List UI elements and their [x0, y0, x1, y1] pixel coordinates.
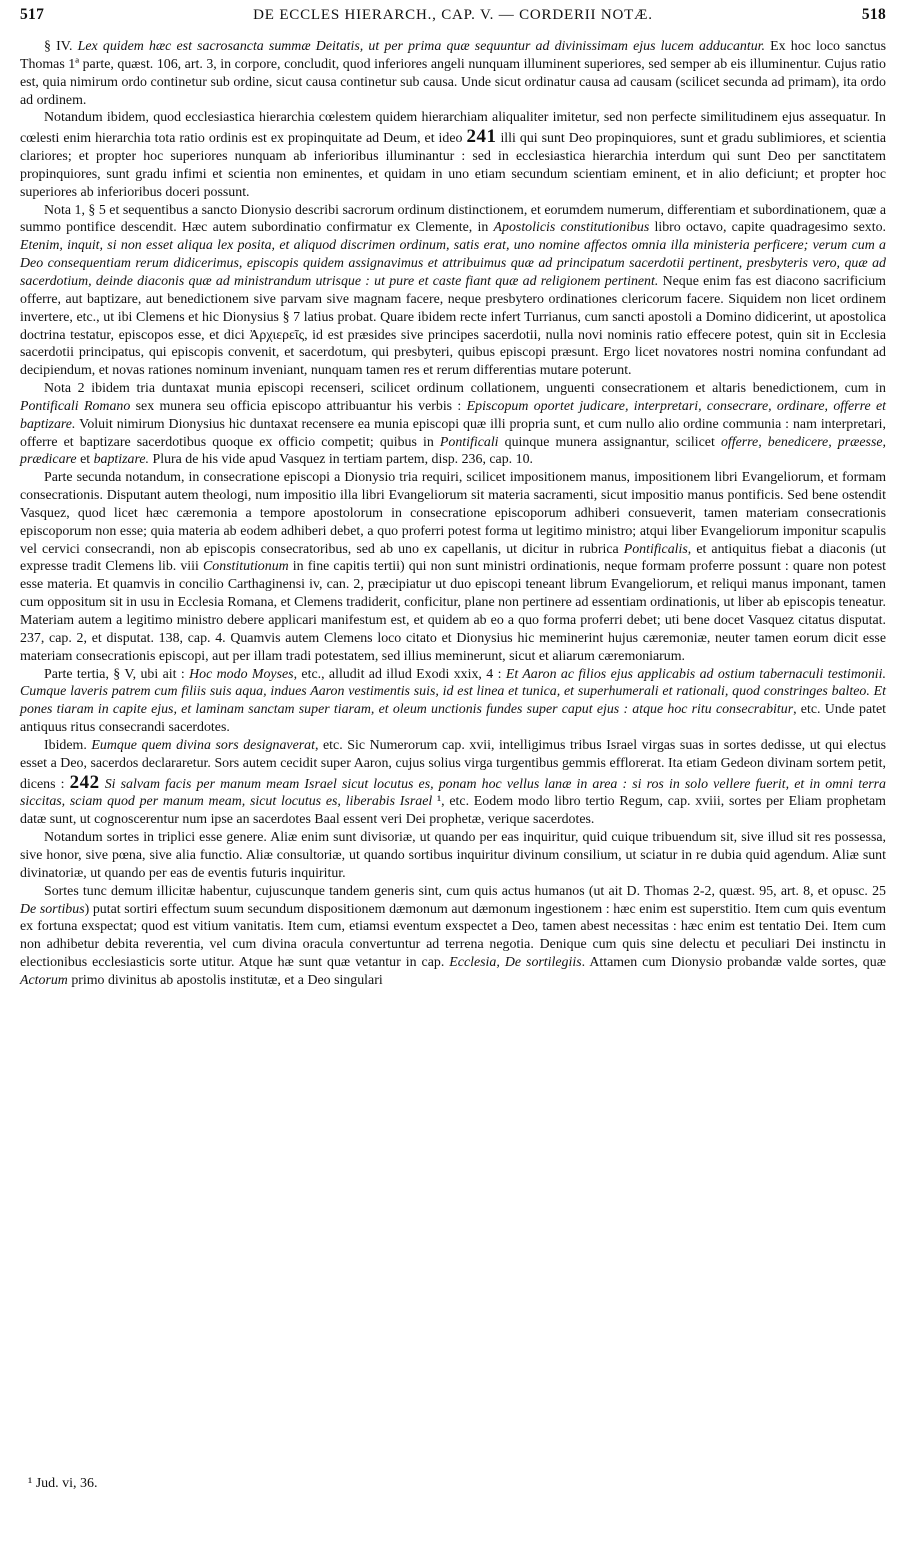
italic-quotation: Et Aaron ac filios ejus applicabis ad ostium tabernaculi testimonii. Cumque laveris patrem cum filiis suis aqua, indues Aaron vestimentis suis, id est linea et tunica, et superhumerali et rationali, quod constringes balteo. Et pones tiaram in capite ejus, et laminam sanctam super tiaram, et oleum unctionis fundes super caput ejus : atque hoc ritu consecrabitur — [20, 666, 886, 718]
running-title: DE ECCLES HIERARCH., CAP. V. — CORDERII NOTÆ. — [253, 7, 653, 23]
italic-quotation: Lex quidem hæc est sacrosancta summæ Deitatis, ut per prima quæ sequuntur ad divinissimam ejus lucem adducantur. — [77, 39, 765, 54]
paragraph: Nota 1, § 5 et sequentibus a sancto Dionysio describi sacrorum ordinum distinctionem, et eorumdem numerum, differentiam et subordinationem, quæ a summo pontifice descendit. Hæc autem subordinatio confirmatur ex Clemente, in Apostolicis constitutionibus libro octavo, capite quadragesimo sexto. Etenim, inquit, si non esset aliqua lex posita, et aliquod discrimen ordinum, satis erat, uno nomine affectos omnia illa ministeria perficere; verum cum a Deo consequentiam rerum didicerimus, episcopis quidem assignavimus et attribuimus quæ ad principatum sacerdotii pertinent, presbyteris vero, quæ ad sacerdotium, deinde diaconis quæ ad ministrandum utrisque : ut pure et caste fiant quæ ad religionem pertinent. Neque enim fas est diacono sacrificium offerre, aut baptizare, aut benedictionem sive parvam sive magnam facere, neque presbytero ordinationes clericorum facere. Siquidem non licet ordinem invertere, etc., ut ibi Clemens et hic Dionysius § 7 latius probat. Quare ibidem recte infert Turrianus, cum sancti apostoli a Domino didicerint, ut apostolica doctrina testatur, episcopos esse, et dici Ἀρχιερεῖς, id est præsides sive principes sacerdotii, nulla novi nominis ratio effecere potest, quin sit in Ecclesia sacerdotii principatus, qui episcopis convenit, et sacerdotum, qui presbyteri, quibus episcopi præsunt. Ergo licet novatores nostri nomina confundant ad decipiendum, et novas rationes nominum inveniant, nunquam tamen res et rerum differentias mutare poterunt. — [20, 202, 886, 379]
italic-quotation: Etenim, inquit, si non esset aliqua lex posita, et aliquod discrimen ordinum, satis erat, uno nomine affectos omnia illa ministeria perficere; verum cum a Deo consequentiam rerum didicerimus, episcopis quidem assignavimus et attribuimus quæ ad principatum sacerdotii pertinent, presbyteris vero, quæ ad sacerdotium, deinde diaconis quæ ad ministrandum utrisque : ut pure et caste fiant quæ ad religionem pertinent. — [20, 238, 886, 289]
paragraph: § IV. Lex quidem hæc est sacrosancta summæ Deitatis, ut per prima quæ sequuntur ad divinissimam ejus lucem adducantur. Ex hoc loco sanctus Thomas 1ª parte, quæst. 106, art. 3, in corpore, concludit, quod inferiores angeli nunquam illuminent superiores, sed semper ab eis illuminentur. Cujus ratio est, quia nimirum ordo continetur sub ordine, sicut causa continetur sub causa. Unde sicut ordinatur causa ad causam (scilicet secunda ad primam), ita ordo ad ordinem. — [20, 39, 886, 108]
italic-quotation: Pontificalis — [623, 541, 688, 557]
paragraph: Sortes tunc demum illicitæ habentur, cujuscunque tandem generis sint, cum quis actus humanos (ut ait D. Thomas 2-2, quæst. 95, art. 8, et opusc. 25 De sortibus) putat sortiri effectum suum secundum dispositionem dæmonum aut dæmonum ingestionem : hæc enim est superstitio. Item cum quis eventum ex fortuna exspectat; quod est vitium vanitatis. Item cum, etiamsi eventum exspectet a Deo, tamen abest necessitas : hæc enim est tentatio Dei. Item cum non adhibetur debita reverentia, vel cum divina oracula convertuntur ad terrena negotia. Denique cum quis sine delectu et peculiari Dei instinctu in electionibus ecclesiasticis sorte utitur. Atque hæ sunt quæ vetantur in cap. Ecclesia, De sortilegiis. Attamen cum Dionysio probandæ valde sortes, quæ Actorum primo divinitus ab apostolis institutæ, et a Deo singulari — [20, 883, 886, 988]
italic-quotation: Ecclesia, De sortilegiis — [449, 955, 582, 971]
italic-quotation: Pontificali — [439, 434, 499, 450]
right-page-number: 518 — [861, 6, 886, 23]
italic-quotation: De sortibus — [20, 901, 85, 917]
margin-reference-number: 241 — [466, 126, 497, 148]
italic-quotation: Hoc modo Moyses — [189, 666, 294, 682]
italic-quotation: Episcopum oportet judicare, interpretari, consecrare, ordinare, offerre et baptizare. — [20, 398, 886, 432]
page — [20, 6, 886, 990]
paragraph: Nota 2 ibidem tria duntaxat munia episcopi recenseri, scilicet ordinum collationem, unguenti consecrationem et altaris benedictionem, cum in Pontificali Romano sex munera seu officia episcopo attribuantur his verbis : Episcopum oportet judicare, interpretari, consecrare, ordinare, offerre et baptizare. Voluit nimirum Dionysius hic duntaxat recensere ea munia episcopi quæ illi propria sunt, et cum nullo alio ordine communia : nam interpretari, offerre et baptizare sacerdotibus quoque ex officio competit; quibus in Pontificali quinque munera assignantur, scilicet offerre, benedicere, præesse, prædicare et baptizare. Plura de his vide apud Vasquez in tertiam partem, disp. 236, cap. 10. — [20, 381, 886, 468]
footnote: ¹ Jud. vi, 36. — [28, 1476, 98, 1491]
italic-quotation: Constitutionum — [203, 559, 289, 575]
margin-reference-number: 242 — [69, 771, 100, 793]
paragraph: Notandum ibidem, quod ecclesiastica hierarchia cœlestem quidem hierarchiam aliqualiter imitetur, sed non perfecte similitudinem ejus assequatur. In cœlesti enim hierarchia tota ratio ordinis est ex propinquitate ad Deum, et ideo 241 illi qui sunt Deo propinquiores, sunt et gradu sublimiores, et scientia clariores; et propter hoc superiores nunquam ab inferioribus illuminantur : sed in ecclesiastica hierarchia interdum qui sunt Deo per sanctitatem propinquiores, sunt gradu infimi et scientia non eminentes, et quidam in uno etiam secundum scientiam eminent, et in alio deficiunt; et propter hoc superiores ab inferioribus doceri possunt. — [20, 110, 886, 200]
italic-quotation: Actorum — [20, 972, 68, 988]
running-header — [20, 6, 886, 30]
italic-quotation: offerre, benedicere, præesse, prædicare — [20, 434, 886, 468]
italic-quotation: Si salvam facis per manum meam Israel sicut locutus es, ponam hoc vellus lanæ in area : si ros in solo vellere fuerit, et in omni terra siccitas, sciam quod per manum meam, sicut locutus es, liberabis Israel — [20, 776, 886, 810]
italic-quotation: Pontificali Romano — [20, 398, 131, 414]
paragraph: Notandum sortes in triplici esse genere. Aliæ enim sunt divisoriæ, ut quando per eas inquiritur, quid cuique tribuendum sit, sive illud sit res possessa, sive honor, sive pœna, sive alia functio. Aliæ consultoriæ, ut quando sortibus inquiritur divinum consilium, ut sciatur in re dubia quid agendum. Aliæ sunt divinatoriæ, ut quando per eas de eventis futuris inquiritur. — [20, 830, 886, 881]
paragraph: Ibidem. Eumque quem divina sors designaverat, etc. Sic Numerorum cap. xvii, intelligimus tribus Israel virgas suas in sortes dedisse, ut qui electus esset a Deo, sacerdos declararetur. Sors autem cecidit super Aaron, cujus solius virga turgentibus gemmis efflorerat. Ita etiam Gedeon divinam sortem petit, dicens : 242 Si salvam facis per manum meam Israel sicut locutus es, ponam hoc vellus lanæ in area : si ros in solo vellere fuerit, et in omni terra siccitas, sciam quod per manum meam, sicut locutus es, liberabis Israel ¹, etc. Eodem modo libro tertio Regum, cap. xviii, sortes per Eliam prophetam datæ sunt, ut cognoscerentur num ipse an sacerdotes Baal essent veri Dei prophetæ, verique sacerdotes. — [20, 737, 886, 828]
paragraph: Parte secunda notandum, in consecratione episcopi a Dionysio tria requiri, scilicet impositionem manus, impositionem libri Evangeliorum, et formam consecrationis. Disputant autem theologi, num impositio illa libri Evangeliorum sit materia sacramenti, sicut impositio manus pontificis. Sed bene ostendit Vasquez, quod licet hæc cæremonia a tempore apostolorum in consecratione episcoporum adhiberi consueverit, tamen materiam consecrationis episcoporum non esse; quia materia ab eodem adhiberi debet, a quo proferri potest forma ut legitimo ministro; atqui liber Evangeliorum imponitur scapulis vel cervici consecrandi, non ab episcopis consecratoribus, sed ab uno ex capellanis, ut dicitur in rubrica Pontificalis, et antiquitus fiebat a diaconis (ut expresse tradit Clemens lib. viii Constitutionum in fine capitis tertii) qui non sunt ministri ordinationis, neque formam proferre possunt : quare non potest esse materia. Et quamvis in concilio Carthaginensi iv, can. 2, præcipiatur ut duo episcopi teneant librum Evangeliorum, et reliqui manus imponant, tamen cum oppositum sit in usu in Ecclesia Romana, et Clemens tradiderit, conficitur, plane non pertinere ad essentiam ordinationis, ut liber ab episcopis teneatur. Materiam autem a legitimo ministro debere applicari manifestum est, et quidem ab eo a quo forma proferri debet; uti bene docet Vasquez citatus disputat. 237, cap. 2, et disputat. 138, cap. 4. Quamvis autem Clemens loco citato et Dionysius hic meminerint hujus cæremoniæ, neuter tamen eorum dicit esse materiam consecrationis episcopi, aut per illam tradi potestatem, sed illius meminerunt, sicut et aliarum cæremoniarum. — [20, 470, 886, 664]
italic-quotation: Eumque quem divina sors designaverat — [91, 737, 315, 753]
left-page-number: 517 — [20, 6, 45, 23]
italic-quotation: baptizare. — [93, 452, 150, 468]
body-text — [20, 38, 886, 990]
italic-quotation: Apostolicis constitutionibus — [493, 220, 650, 236]
paragraph: Parte tertia, § V, ubi ait : Hoc modo Moyses, etc., alludit ad illud Exodi xxix, 4 : Et Aaron ac filios ejus applicabis ad ostium tabernaculi testimonii. Cumque laveris patrem cum filiis suis aqua, indues Aaron vestimentis suis, id est linea et tunica, et superhumerali et rationali, quod constringes balteo. Et pones tiaram in capite ejus, et laminam sanctam super tiaram, et oleum unctionis fundes super caput ejus : atque hoc ritu consecrabitur, etc. Unde patet antiquus ritus consecrandi sacerdotes. — [20, 666, 886, 736]
